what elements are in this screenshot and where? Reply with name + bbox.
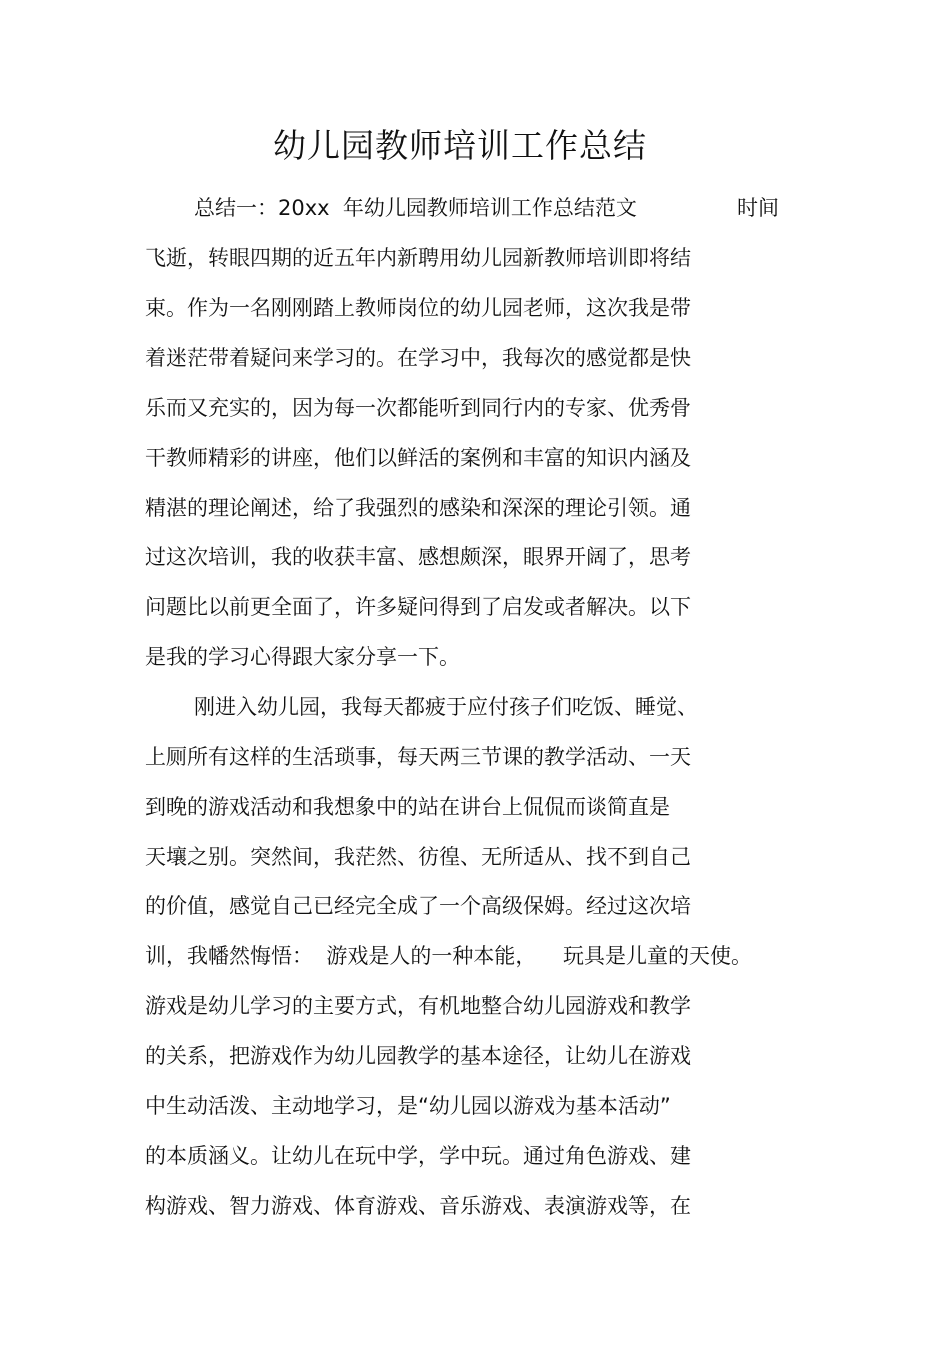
paragraph-line: 过这次培训，我的收获丰富、感想颇深，眼界开阔了，思考 bbox=[145, 545, 691, 569]
document-title: 幼儿园教师培训工作总结 bbox=[273, 126, 647, 165]
paragraph-line: 精湛的理论阐述，给了我强烈的感染和深深的理论引领。通 bbox=[145, 496, 691, 520]
paragraph-line: 干教师精彩的讲座，他们以鲜活的案例和丰富的知识内涵及 bbox=[145, 446, 691, 470]
paragraph-line: 问题比以前更全面了，许多疑问得到了启发或者解决。以下 bbox=[145, 595, 691, 619]
paragraph-line: 上厕所有这样的生活琐事，每天两三节课的教学活动、一天 bbox=[145, 745, 691, 769]
paragraph-line: 总结一：20xx 年幼儿园教师培训工作总结范文 时间 bbox=[194, 196, 780, 220]
paragraph-line: 乐而又充实的，因为每一次都能听到同行内的专家、优秀骨 bbox=[145, 396, 691, 420]
paragraph-line: 着迷茫带着疑问来学习的。在学习中，我每次的感觉都是快 bbox=[145, 346, 691, 370]
paragraph-line: 的关系，把游戏作为幼儿园教学的基本途径，让幼儿在游戏 bbox=[145, 1044, 691, 1068]
paragraph-line: 的本质涵义。让幼儿在玩中学，学中玩。通过角色游戏、建 bbox=[145, 1144, 691, 1168]
paragraph-line: 飞逝，转眼四期的近五年内新聘用幼儿园新教师培训即将结 bbox=[145, 246, 691, 270]
paragraph-line: 训，我幡然悔悟： 游戏是人的一种本能， 玩具是儿童的天使。 bbox=[145, 944, 753, 968]
paragraph-line: 游戏是幼儿学习的主要方式，有机地整合幼儿园游戏和教学 bbox=[145, 994, 691, 1018]
paragraph-line: 束。作为一名刚刚踏上教师岗位的幼儿园老师，这次我是带 bbox=[145, 296, 691, 320]
paragraph-line: 构游戏、智力游戏、体育游戏、音乐游戏、表演游戏等，在 bbox=[145, 1194, 691, 1218]
paragraph-line: 是我的学习心得跟大家分享一下。 bbox=[145, 645, 460, 669]
paragraph-line: 中生动活泼、主动地学习，是“幼儿园以游戏为基本活动” bbox=[145, 1094, 671, 1118]
paragraph-line: 到晚的游戏活动和我想象中的站在讲台上侃侃而谈简直是 bbox=[145, 795, 670, 819]
paragraph-line: 的价值，感觉自己已经完全成了一个高级保姆。经过这次培 bbox=[145, 894, 691, 918]
paragraph-line: 刚进入幼儿园，我每天都疲于应付孩子们吃饭、睡觉、 bbox=[194, 695, 698, 719]
paragraph-line: 天壤之别。突然间，我茫然、彷徨、无所适从、找不到自己 bbox=[145, 845, 691, 869]
